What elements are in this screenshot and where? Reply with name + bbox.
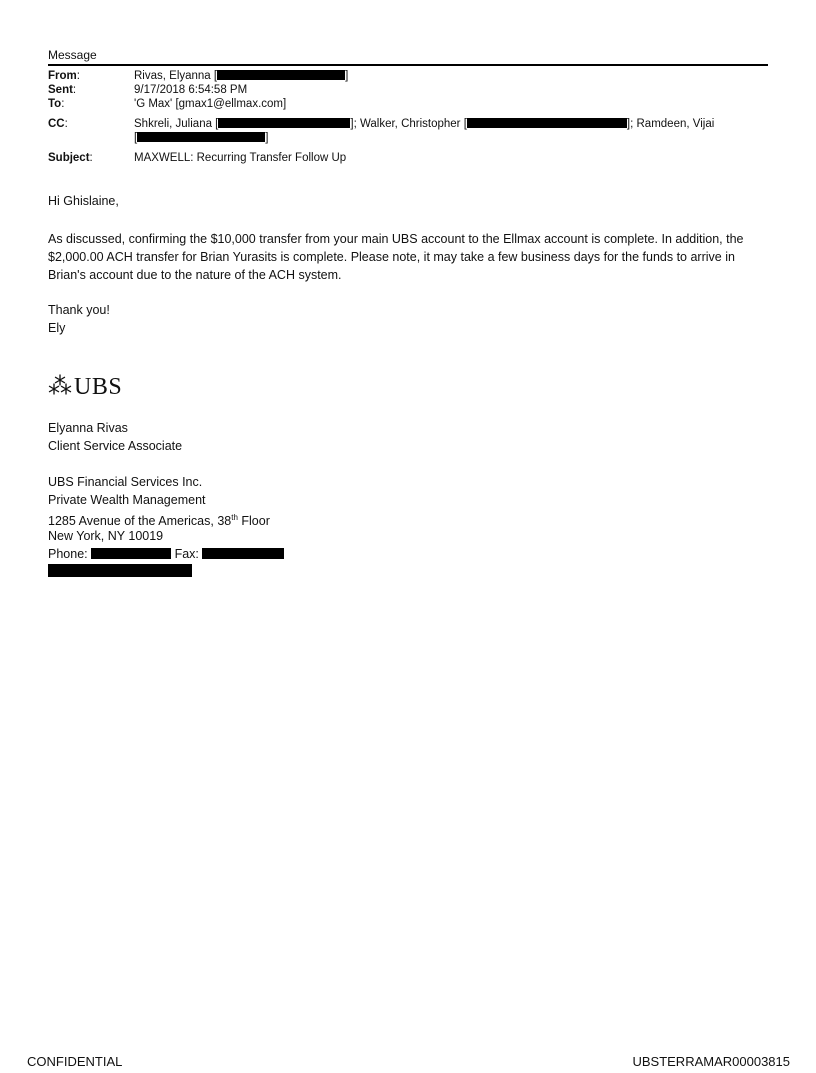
signature-email <box>48 563 192 581</box>
sender-short-name: Ely <box>48 321 66 335</box>
phone-label: Phone: <box>48 547 88 561</box>
to-value: 'G Max' [gmax1@ellmax.com] <box>134 98 287 110</box>
header-rule <box>48 64 768 66</box>
closing-thanks: Thank you! <box>48 303 110 317</box>
fax-label: Fax: <box>174 547 199 561</box>
cc-value: Shkreli, Juliana [ ]; Walker, Christopher [ ]; Ramdeen, Vijai <box>134 118 715 130</box>
ubs-wordmark: UBS <box>74 373 123 400</box>
signature-title: Client Service Associate <box>48 439 183 453</box>
signature-city: New York, NY 10019 <box>48 529 164 543</box>
message-label: Message <box>48 48 97 62</box>
body-paragraph: As discussed, confirming the $10,000 transfer from your main UBS account to the Ellmax account is complete. In addition, the $2,000.00 ACH transfer for Brian Yurasits is complete. Please note, it may take a few business days for the funds to arrive in Brian's account due to the nature of the ACH system. <box>48 232 744 282</box>
redaction-block <box>217 70 345 80</box>
sent-label: Sent: <box>48 84 77 96</box>
footer-bates-number: UBSTERRAMAR00003815 <box>632 1054 790 1069</box>
redaction-block <box>218 118 350 128</box>
signature-contact <box>48 545 284 563</box>
subject-label: Subject: <box>48 152 93 164</box>
ubs-keys-icon: ⁂ <box>48 373 72 400</box>
ubs-logo <box>48 372 122 402</box>
sent-value: 9/17/2018 6:54:58 PM <box>134 84 248 96</box>
subject-value: MAXWELL: Recurring Transfer Follow Up <box>134 152 347 164</box>
greeting: Hi Ghislaine, <box>48 194 119 208</box>
signature-division: Private Wealth Management <box>48 493 206 507</box>
from-value: Rivas, Elyanna [ ] <box>134 70 349 82</box>
header-from-row <box>48 70 768 83</box>
from-label: From: <box>48 70 80 82</box>
redaction-block <box>91 548 171 559</box>
to-label: To: <box>48 98 65 110</box>
redaction-block <box>137 132 265 142</box>
signature-name: Elyanna Rivas <box>48 421 128 435</box>
redaction-block <box>467 118 627 128</box>
header-subject-row <box>48 152 768 165</box>
redaction-block <box>48 564 192 577</box>
signature-company: UBS Financial Services Inc. <box>48 475 203 489</box>
header-to-row <box>48 98 768 111</box>
cc-value-line2: [ ] <box>134 132 269 144</box>
signature-address: 1285 Avenue of the Americas, 38th Floor <box>48 513 270 529</box>
redaction-block <box>202 548 284 559</box>
header-sent-row <box>48 84 768 97</box>
header-cc-row <box>48 118 768 146</box>
cc-label: CC: <box>48 118 68 130</box>
footer-confidential: CONFIDENTIAL <box>27 1054 123 1069</box>
